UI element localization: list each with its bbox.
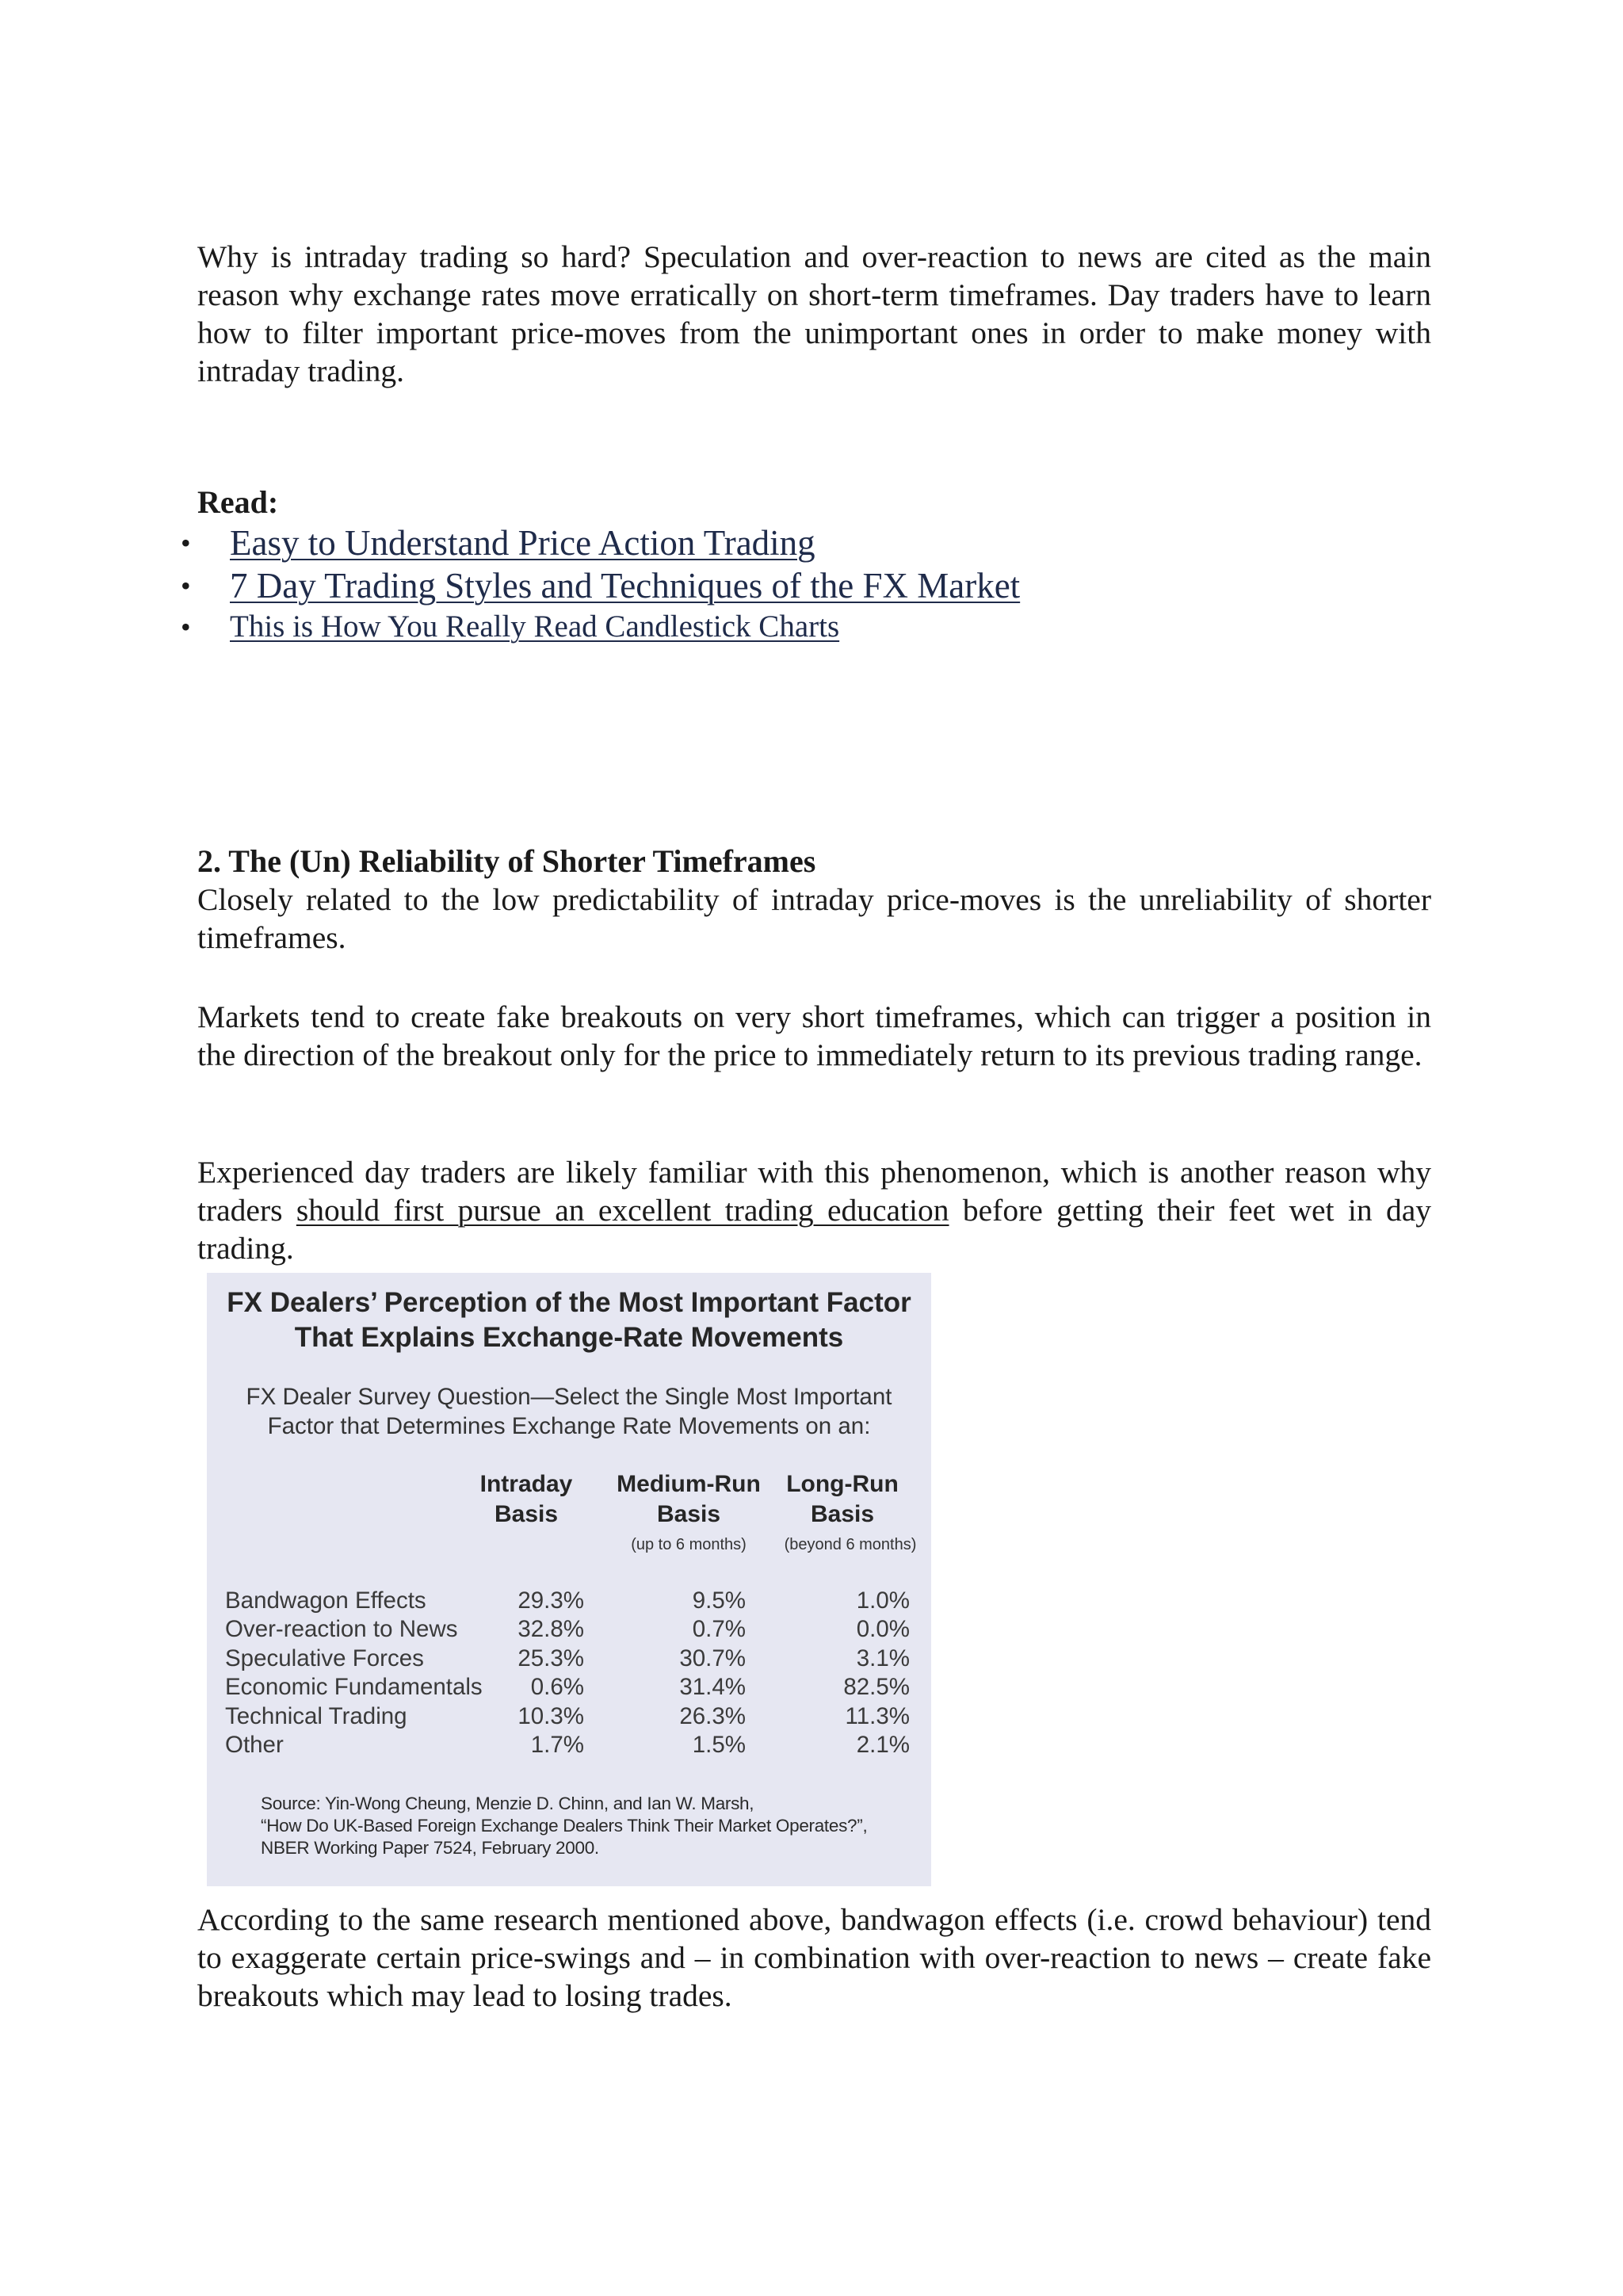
cell-intraday: 1.7%	[530, 1731, 584, 1758]
cell-medium-run: 0.7%	[692, 1616, 746, 1643]
section-heading: 2. The (Un) Reliability of Shorter Timeframes	[197, 843, 816, 879]
cell-long-run: 11.3%	[845, 1702, 910, 1729]
cell-intraday: 25.3%	[517, 1645, 584, 1671]
row-label: Technical Trading	[225, 1702, 407, 1729]
row-label: Economic Fundamentals	[225, 1674, 483, 1701]
source-line: Source: Yin-Wong Cheung, Menzie D. Chinn, and Ian W. Marsh,	[261, 1794, 754, 1813]
column-header-intraday	[468, 1469, 584, 1530]
cell-medium-run: 31.4%	[679, 1674, 746, 1701]
link-price-action-trading[interactable]: Easy to Understand Price Action Trading	[230, 523, 815, 563]
table-row	[225, 1673, 922, 1702]
cell-intraday: 32.8%	[517, 1616, 584, 1643]
survey-figure	[207, 1273, 931, 1886]
row-label: Bandwagon Effects	[225, 1587, 426, 1614]
list-item	[197, 607, 1020, 647]
table-row	[225, 1587, 922, 1615]
figure-title-line: That Explains Exchange-Rate Movements	[294, 1322, 844, 1353]
paragraph-text: before getting their feet wet in day trading.	[197, 1193, 1431, 1266]
paragraph-reliability: Closely related to the low predictability of intraday price-moves is the unreliability of shorter timeframes.	[197, 882, 1431, 955]
cell-medium-run: 1.5%	[692, 1731, 746, 1758]
intro-paragraph: Why is intraday trading so hard? Speculation and over-reaction to news are cited as the main reason why exchange rates move erratically on short-term timeframes. Day traders have to learn how to filter important price-moves from the unimportant ones in order to make money with intraday trading.	[197, 239, 1431, 388]
survey-question-line: Factor that Determines Exchange Rate Movements on an:	[267, 1413, 871, 1439]
survey-question	[207, 1382, 931, 1441]
link-trading-education[interactable]: should first pursue an excellent trading education	[296, 1193, 949, 1228]
table-row	[225, 1645, 922, 1673]
column-header-line: Basis	[810, 1501, 875, 1527]
cell-long-run: 0.0%	[856, 1616, 910, 1643]
cell-medium-run: 9.5%	[692, 1587, 746, 1614]
column-header-line: Long-Run	[786, 1471, 899, 1497]
cell-medium-run: 26.3%	[679, 1702, 746, 1729]
column-header-line: Basis	[656, 1501, 721, 1527]
column-header-line: Intraday	[479, 1471, 573, 1497]
cell-long-run: 2.1%	[856, 1731, 910, 1758]
source-line: NBER Working Paper 7524, February 2000.	[261, 1838, 599, 1858]
paragraph-experienced-traders	[197, 1153, 1431, 1267]
column-header-line: Basis	[494, 1501, 559, 1527]
cell-long-run: 1.0%	[856, 1587, 910, 1614]
cell-long-run: 3.1%	[856, 1645, 910, 1671]
list-item	[197, 521, 1020, 564]
read-heading: Read:	[197, 484, 279, 520]
column-note-long-run: (beyond 6 months)	[784, 1536, 917, 1553]
cell-intraday: 0.6%	[530, 1674, 584, 1701]
list-item	[197, 564, 1020, 607]
column-note-medium-run: (up to 6 months)	[631, 1536, 747, 1553]
read-links-list	[197, 521, 1020, 647]
figure-title	[207, 1286, 931, 1355]
paragraph-fake-breakouts: Markets tend to create fake breakouts on very short timeframes, which can trigger a position in the direction of the breakout only for the price to immediately return to its previous trading range.	[197, 999, 1431, 1072]
cell-intraday: 10.3%	[517, 1702, 584, 1729]
table-row	[225, 1731, 922, 1759]
column-header-line: Medium-Run	[617, 1471, 761, 1497]
survey-question-line: FX Dealer Survey Question—Select the Single Most Important	[246, 1384, 892, 1410]
link-candlestick-charts[interactable]: This is How You Really Read Candlestick Charts	[230, 609, 840, 644]
figure-title-line: FX Dealers’ Perception of the Most Important Factor	[227, 1287, 911, 1318]
row-label: Over-reaction to News	[225, 1616, 458, 1643]
link-day-trading-styles[interactable]: 7 Day Trading Styles and Techniques of the FX Market	[230, 566, 1021, 606]
table-row	[225, 1702, 922, 1731]
figure-source	[261, 1793, 926, 1859]
cell-long-run: 82.5%	[843, 1674, 910, 1701]
column-header-long-run	[771, 1469, 914, 1530]
source-line: “How Do UK-Based Foreign Exchange Dealers Think Their Market Operates?”,	[261, 1816, 868, 1836]
cell-intraday: 29.3%	[517, 1587, 584, 1614]
table-row	[225, 1615, 922, 1644]
row-label: Other	[225, 1731, 284, 1758]
survey-table-body	[225, 1587, 922, 1759]
row-label: Speculative Forces	[225, 1645, 424, 1671]
paragraph-bandwagon-effects: According to the same research mentioned above, bandwagon effects (i.e. crowd behaviour) tend to exaggerate certain price-swings and – in combination with over-reaction to news – create fake breakouts which may lead to losing trades.	[197, 1902, 1431, 2013]
column-header-medium-run	[609, 1469, 768, 1530]
cell-medium-run: 30.7%	[679, 1645, 746, 1671]
paragraph-text: Experienced day traders are likely familiar with this phenomenon, which is another reason why traders	[197, 1155, 1431, 1228]
